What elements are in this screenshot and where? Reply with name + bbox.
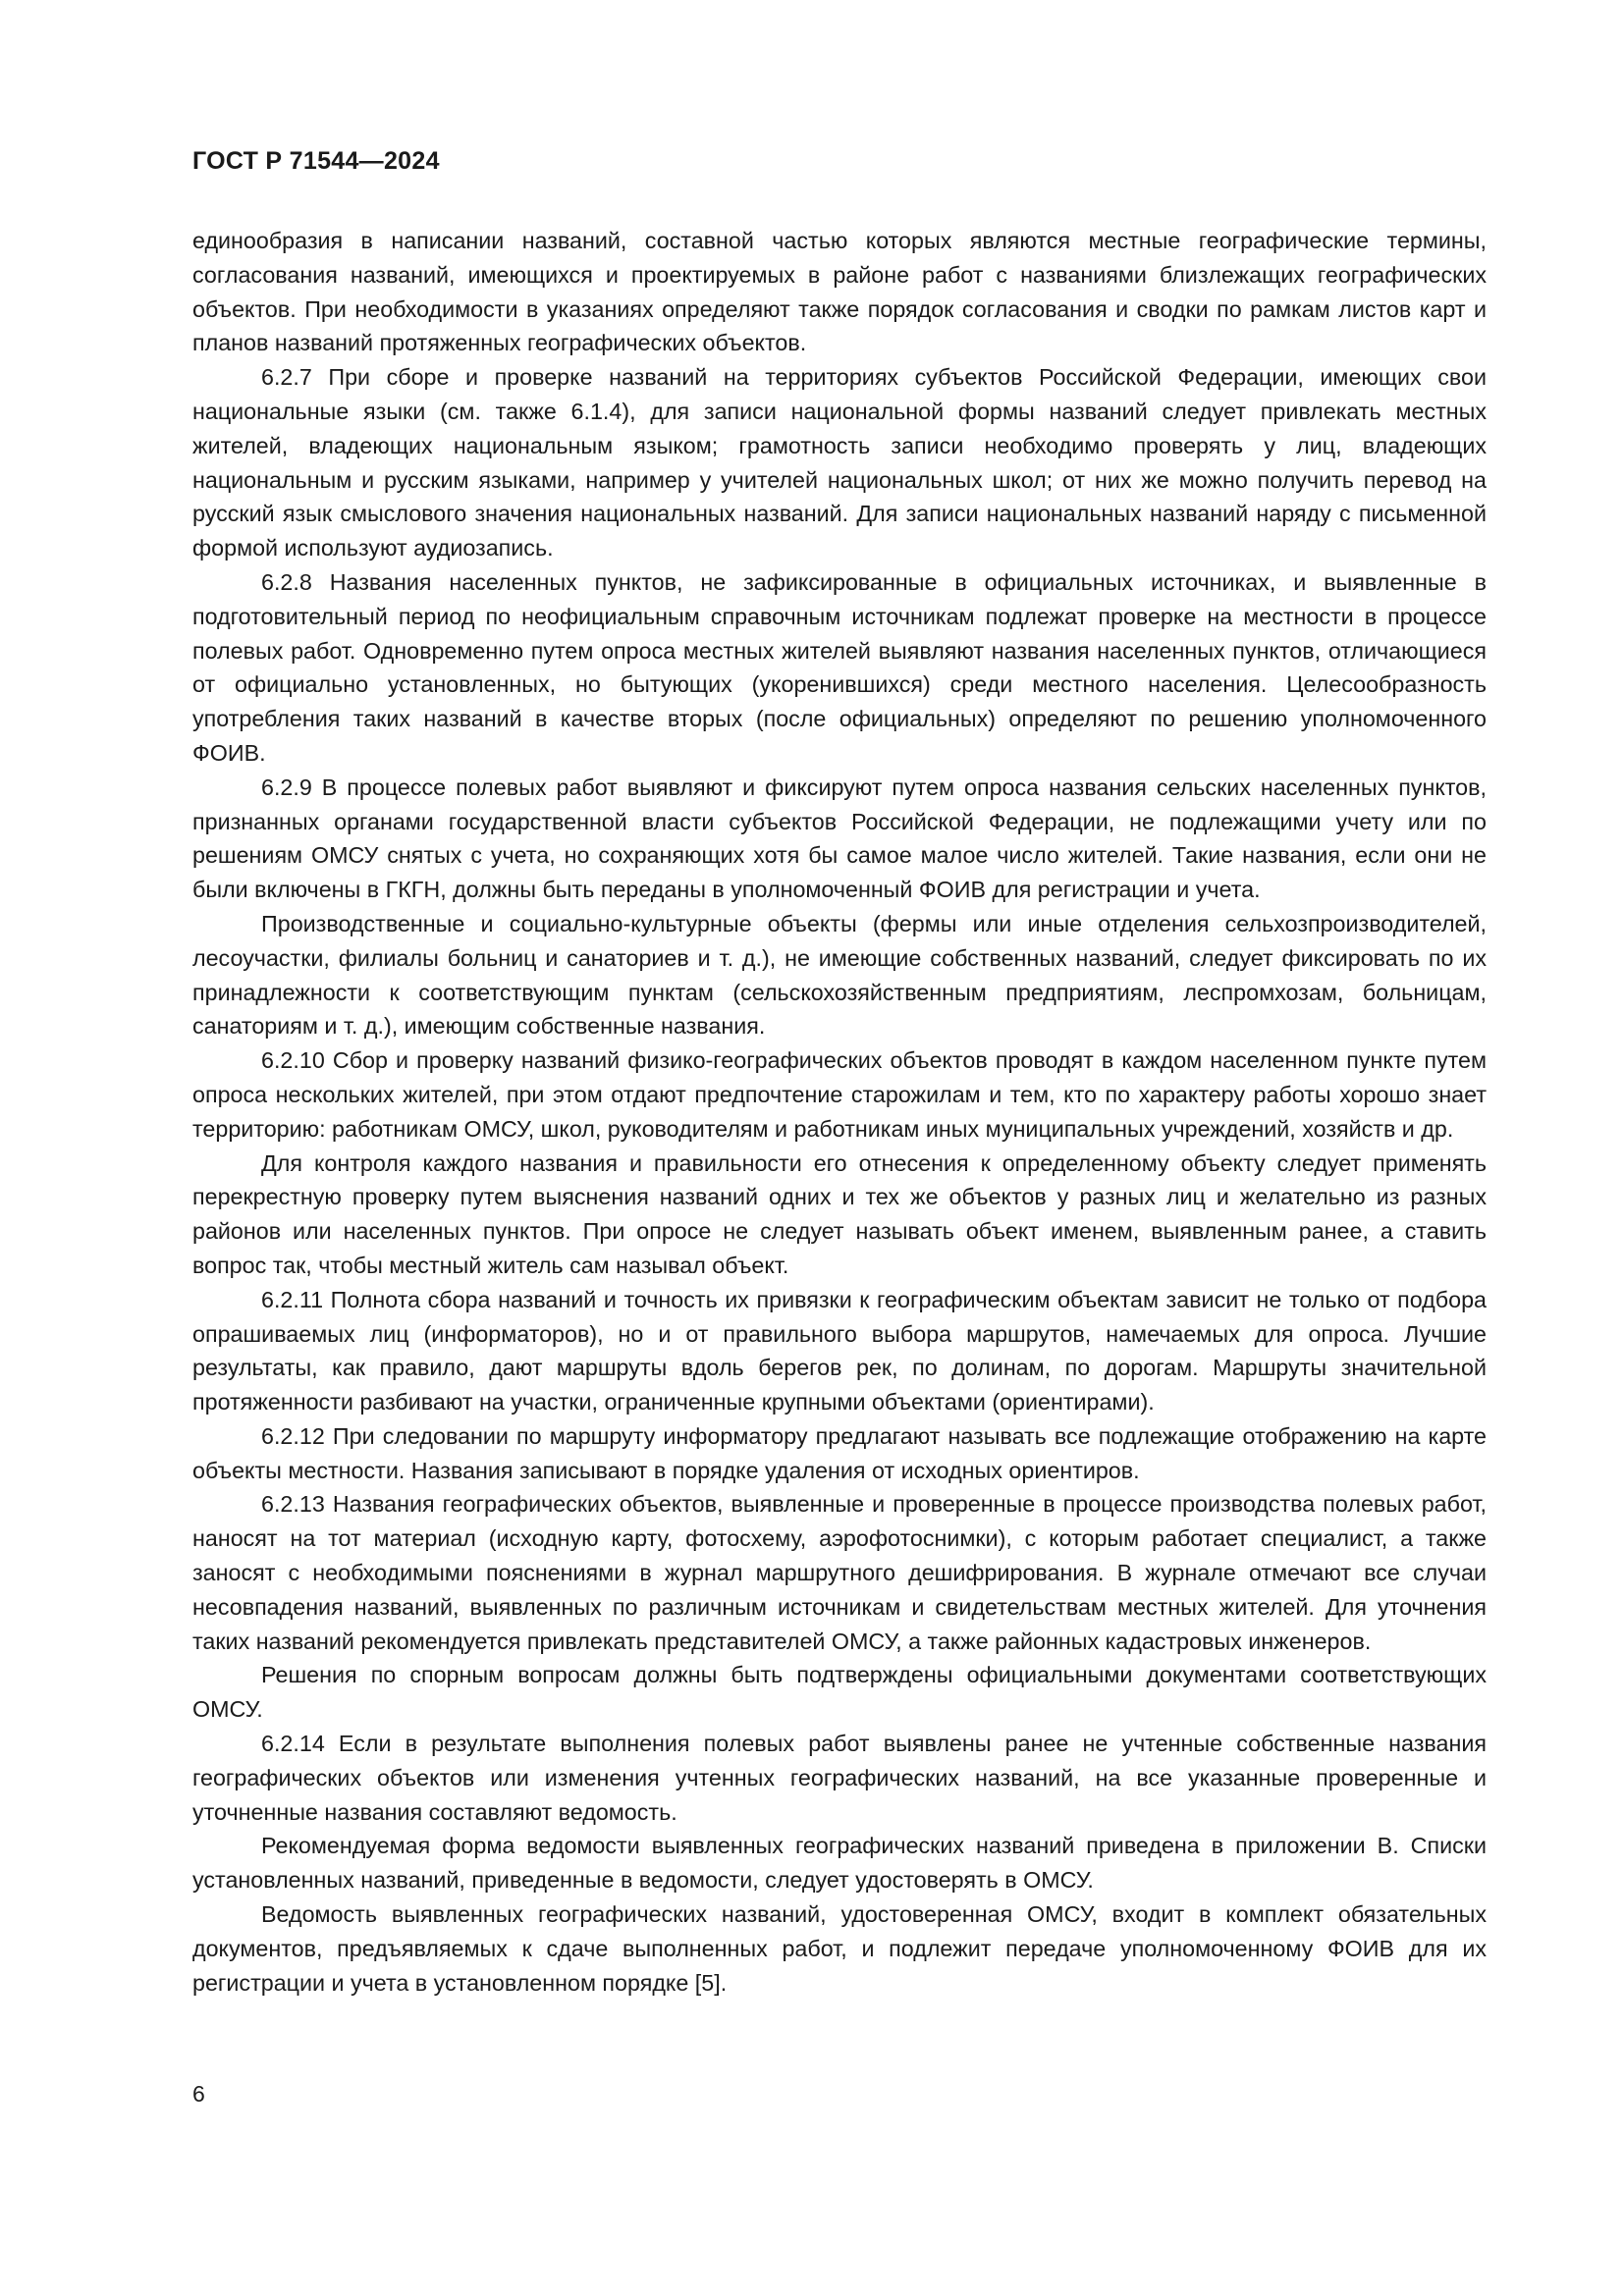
paragraph-6-2-7: 6.2.7 При сборе и проверке названий на территориях субъектов Российской Федерации, имеющих свои национальные языки (см. также 6.1.4), для записи национальной формы названий следует привлекать местных жителей, владеющих национальным языком; грамотность записи необходимо проверять у лиц, владеющих национальным и русским языками, например у учителей национальных школ; от них же можно получить перевод на русский язык смыслового значения национальных названий. Для записи национальных названий наряду с письменной формой используют аудиозапись.	[192, 364, 1487, 561]
paragraph-production-objects: Производственные и социально-культурные объекты (фермы или иные отделения сельхозпроизводителей, лесоучастки, филиалы больниц и санаториев и т. д.), не имеющие собственных названий, следует фиксировать по их принадлежности к соответствующим пунктам (сельскохозяйственным предприятиям, леспромхозам, больницам, санаториям и т. д.), имеющим собственные названия.	[192, 910, 1487, 1040]
document-header: ГОСТ Р 71544—2024	[192, 147, 440, 175]
document-body	[192, 224, 1487, 2000]
paragraph-6-2-12: 6.2.12 При следовании по маршруту информатору предлагают называть все подлежащие отображению на карте объекты местности. Названия записывают в порядке удаления от исходных ориентиров.	[192, 1422, 1487, 1483]
paragraph-6-2-10: 6.2.10 Сбор и проверку названий физико-географических объектов проводят в каждом населенном пункте путем опроса нескольких жителей, при этом отдают предпочтение старожилам и тем, кто по характеру работы хорошо знает территорию: работникам ОМСУ, школ, руководителям и работникам иных муниципальных учреждений, хозяйств и др.	[192, 1047, 1487, 1142]
paragraph-statement-transfer: Ведомость выявленных географических названий, удостоверенная ОМСУ, входит в комплект обязательных документов, предъявляемых к сдаче выполненных работ, и подлежит передаче уполномоченному ФОИВ для их регистрации и учета в установленном порядке [5].	[192, 1901, 1487, 1996]
paragraph-6-2-11: 6.2.11 Полнота сбора названий и точность их привязки к географическим объектам зависит не только от подбора опрашиваемых лиц (информаторов), но и от правильного выбора маршрутов, намечаемых для опроса. Лучшие результаты, как правило, дают маршруты вдоль берегов рек, по долинам, по дорогам. Маршруты значительной протяженности разбивают на участки, ограниченные крупными объектами (ориентирами).	[192, 1286, 1487, 1415]
paragraph-6-2-14: 6.2.14 Если в результате выполнения полевых работ выявлены ранее не учтенные собственные названия географических объектов или изменения учтенных географических названий, на все указанные проверенные и уточненные названия составляют ведомость.	[192, 1731, 1487, 1825]
paragraph-statement-form: Рекомендуемая форма ведомости выявленных географических названий приведена в приложении В. Списки установленных названий, приведенные в ведомости, следует удостоверять в ОМСУ.	[192, 1833, 1487, 1894]
page-number: 6	[192, 2081, 205, 2107]
paragraph-continuation: единообразия в написании названий, составной частью которых являются местные географические термины, согласования названий, имеющихся и проектируемых в районе работ с названиями близлежащих географических объектов. При необходимости в указаниях определяют также порядок согласования и сводки по рамкам листов карт и планов названий протяженных географических объектов.	[192, 228, 1487, 356]
paragraph-disputes: Решения по спорным вопросам должны быть подтверждены официальными документами соответствующих ОМСУ.	[192, 1662, 1487, 1723]
paragraph-6-2-13: 6.2.13 Названия географических объектов, выявленные и проверенные в процессе производства полевых работ, наносят на тот материал (исходную карту, фотосхему, аэрофотоснимки), с которым работает специалист, а также заносят с необходимыми пояснениями в журнал маршрутного дешифрирования. В журнале отмечают все случаи несовпадения названий, выявленных по различным источникам и свидетельствам местных жителей. Для уточнения таких названий рекомендуется привлекать представителей ОМСУ, а также районных кадастровых инженеров.	[192, 1491, 1487, 1654]
paragraph-6-2-8: 6.2.8 Названия населенных пунктов, не зафиксированные в официальных источниках, и выявленные в подготовительный период по неофициальным справочным источникам подлежат проверке на местности в процессе полевых работ. Одновременно путем опроса местных жителей выявляют названия населенных пунктов, отличающиеся от официально установленных, но бытующих (укоренившихся) среди местного населения. Целесообразность употребления таких названий в качестве вторых (после официальных) определяют по решению уполномоченного ФОИВ.	[192, 568, 1487, 766]
paragraph-6-2-9: 6.2.9 В процессе полевых работ выявляют и фиксируют путем опроса названия сельских населенных пунктов, признанных органами государственной власти субъектов Российской Федерации, не подлежащими учету или по решениям ОМСУ снятых с учета, но сохраняющих хотя бы самое малое число жителей. Такие названия, если они не были включены в ГКГН, должны быть переданы в уполномоченный ФОИВ для регистрации и учета.	[192, 774, 1487, 903]
paragraph-cross-check: Для контроля каждого названия и правильности его отнесения к определенному объекту следует применять перекрестную проверку путем выяснения названий одних и тех же объектов у разных лиц и желательно из разных районов или населенных пунктов. При опросе не следует называть объект именем, выявленным ранее, а ставить вопрос так, чтобы местный житель сам называл объект.	[192, 1149, 1487, 1278]
